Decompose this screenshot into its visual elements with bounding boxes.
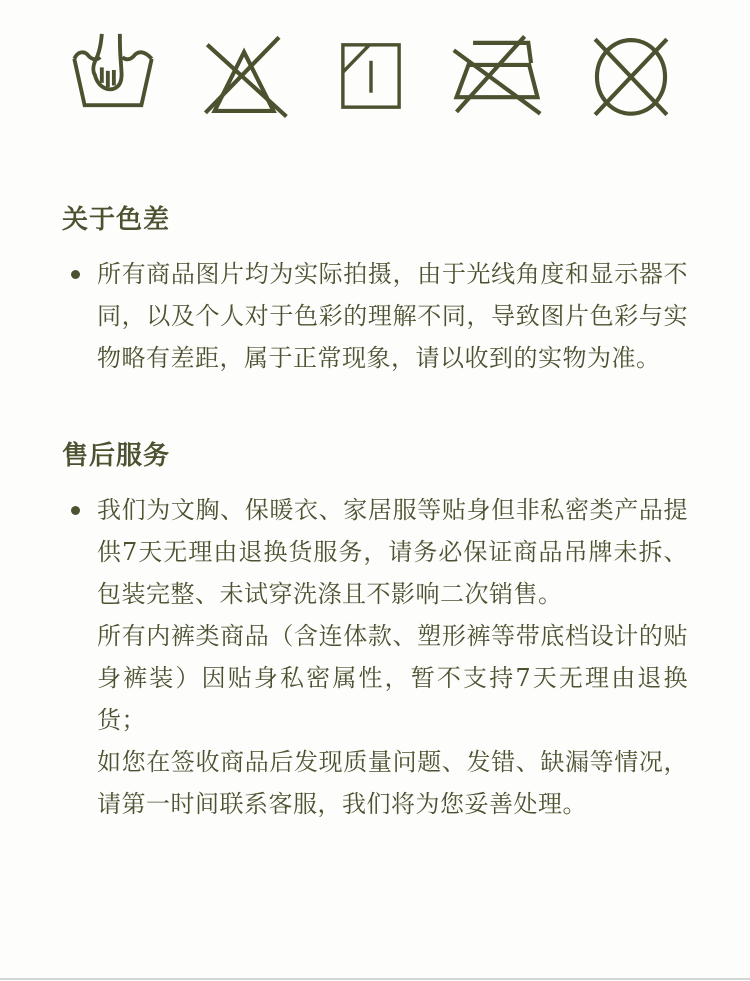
hand-wash-icon	[70, 30, 156, 122]
after-sales-quality-issue-text: 如您在签收商品后发现质量问题、发错、缺漏等情况，请第一时间联系客服，我们将为您妥善处理。	[97, 748, 688, 818]
list-item	[62, 253, 688, 379]
after-sales-return-policy-text: 我们为文胸、保暖衣、家居服等贴身但非私密类产品提供7天无理由退换货服务，请务必保证商品吊牌未拆、包装完整、未试穿洗涤且不影响二次销售。	[97, 496, 688, 608]
section-after-sales	[0, 440, 750, 825]
drip-dry-in-shade-icon	[333, 30, 409, 122]
product-care-info-page	[0, 30, 750, 981]
section-heading-color-difference: 关于色差	[62, 205, 171, 235]
after-sales-bullet-list	[62, 489, 688, 825]
list-item	[62, 489, 688, 825]
bottom-divider	[0, 978, 750, 980]
color-difference-bullet-list	[62, 253, 688, 379]
color-difference-text: 所有商品图片均为实际拍摄，由于光线角度和显示器不同，以及个人对于色彩的理解不同，导致图片色彩与实物略有差距，属于正常现象，请以收到的实物为准。	[97, 260, 688, 372]
do-not-iron-icon	[444, 30, 550, 122]
section-heading-after-sales: 售后服务	[62, 441, 171, 471]
bullet-dot-icon	[71, 506, 80, 515]
laundry-care-symbols-row	[70, 30, 678, 122]
do-not-bleach-icon	[191, 30, 299, 122]
bullet-dot-icon	[71, 270, 80, 279]
do-not-dry-clean-icon	[584, 30, 678, 122]
section-color-difference	[0, 204, 750, 379]
after-sales-underwear-policy-text: 所有内裤类商品（含连体款、塑形裤等带底档设计的贴身裤装）因贴身私密属性，暂不支持7天无理由退换货；	[97, 622, 688, 734]
